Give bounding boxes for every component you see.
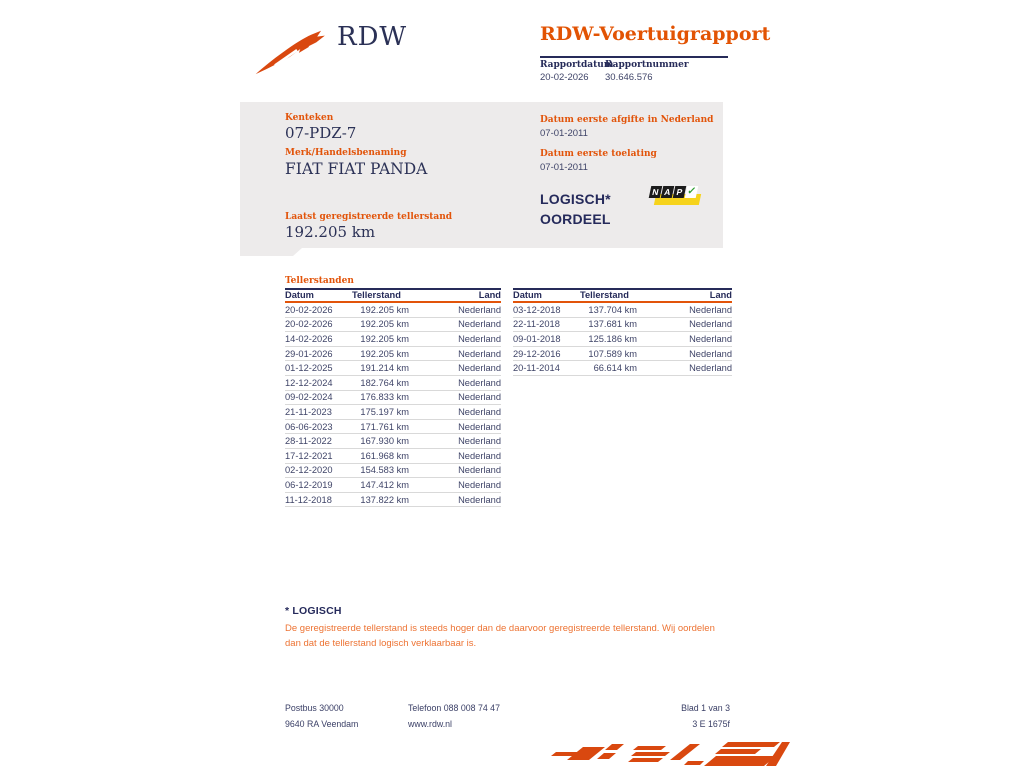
column-header-land: Land <box>709 290 732 300</box>
table-cell: Nederland <box>458 348 501 359</box>
table-row <box>285 361 501 376</box>
table-row <box>285 449 501 464</box>
table-cell: Nederland <box>458 421 501 432</box>
table-cell: Nederland <box>458 494 501 505</box>
table-row <box>285 376 501 391</box>
footer-page-info <box>681 701 730 733</box>
table-cell: 154.583 km <box>360 465 409 476</box>
kenteken-value: 07-PDZ-7 <box>285 124 357 142</box>
rdw-logo-text: RDW <box>337 22 408 52</box>
table-body <box>285 303 501 507</box>
table-cell: 12-12-2024 <box>285 377 333 388</box>
table-cell: 09-02-2024 <box>285 392 333 403</box>
table-cell: 147.412 km <box>360 479 409 490</box>
page-footer <box>285 701 730 733</box>
table-cell: 03-12-2018 <box>513 304 561 315</box>
footer-address <box>285 701 408 733</box>
table-row <box>513 347 732 362</box>
table-cell: 01-12-2025 <box>285 363 333 374</box>
nap-letter-p: P <box>673 186 687 198</box>
merk-value: FIAT FIAT PANDA <box>285 160 428 178</box>
table-cell: Nederland <box>458 465 501 476</box>
footnote-text: De geregistreerde tellerstand is steeds hoger dan de daarvoor geregistreerde tellerstand. Wij oordelen dan dat de tellerstand logisch verklaarbaar is. <box>285 623 715 650</box>
footer-page-number: Blad 1 van 3 <box>681 703 730 713</box>
table-cell: 21-11-2023 <box>285 406 332 417</box>
table-cell: 20-11-2014 <box>513 363 560 374</box>
report-number-label: Rapportnummer <box>605 60 689 70</box>
table-cell: 107.589 km <box>588 348 637 359</box>
table-row <box>513 361 732 376</box>
table-row <box>285 405 501 420</box>
table-cell: Nederland <box>458 304 501 315</box>
table-cell: 11-12-2018 <box>285 494 332 505</box>
table-row <box>285 318 501 333</box>
table-cell: Nederland <box>458 392 501 403</box>
table-cell: Nederland <box>458 436 501 447</box>
table-cell: Nederland <box>458 479 501 490</box>
table-cell: 20-02-2026 <box>285 319 333 330</box>
table-cell: Nederland <box>689 304 732 315</box>
report-date-value: 20-02-2026 <box>540 72 589 83</box>
toelating-value: 07-01-2011 <box>540 162 588 173</box>
table-header <box>285 288 501 303</box>
nap-letter-n: N <box>649 186 663 198</box>
table-cell: 137.681 km <box>588 319 637 330</box>
table-cell: 14-02-2026 <box>285 333 333 344</box>
afgifte-value: 07-01-2011 <box>540 128 588 139</box>
table-cell: 17-12-2021 <box>285 450 333 461</box>
report-number-value: 30.646.576 <box>605 72 653 83</box>
table-row <box>285 391 501 406</box>
oordeel-line1: LOGISCH* <box>540 191 611 207</box>
table-cell: 175.197 km <box>360 406 409 417</box>
header-divider <box>540 56 728 58</box>
footnote-title: * LOGISCH <box>285 605 342 617</box>
toelating-label: Datum eerste toelating <box>540 149 657 159</box>
table-cell: 06-12-2019 <box>285 479 333 490</box>
table-row <box>513 303 732 318</box>
summary-box-tab <box>240 248 302 256</box>
table-cell: Nederland <box>689 348 732 359</box>
table-cell: 137.822 km <box>360 494 409 505</box>
table-cell: 29-01-2026 <box>285 348 333 359</box>
tellerstanden-section-title: Tellerstanden <box>285 276 354 286</box>
table-cell: 161.968 km <box>360 450 409 461</box>
column-header-datum: Datum <box>285 290 314 300</box>
footer-form-code: 3 E 1675f <box>692 718 730 729</box>
table-cell: 192.205 km <box>360 333 409 344</box>
table-row <box>513 332 732 347</box>
kenteken-label: Kenteken <box>285 113 334 123</box>
table-cell: Nederland <box>458 333 501 344</box>
table-row <box>285 434 501 449</box>
table-body <box>513 303 732 376</box>
table-cell: 137.704 km <box>588 304 637 315</box>
tellerstand-label: Laatst geregistreerde tellerstand <box>285 212 453 222</box>
tellerstand-value: 192.205 km <box>285 223 376 241</box>
table-cell: 182.764 km <box>360 377 409 388</box>
column-header-land: Land <box>478 290 501 300</box>
table-cell: 28-11-2022 <box>285 436 332 447</box>
report-meta-values <box>540 72 653 83</box>
table-cell: 171.761 km <box>360 421 409 432</box>
table-cell: Nederland <box>458 363 501 374</box>
table-cell: Nederland <box>689 363 732 374</box>
report-date-label: Rapportdatum <box>540 60 614 70</box>
column-header-tellerstand: Tellerstand <box>352 290 401 300</box>
table-cell: Nederland <box>458 450 501 461</box>
table-row <box>285 332 501 347</box>
nap-letter-a: A <box>661 186 675 198</box>
table-cell: 125.186 km <box>588 333 637 344</box>
table-cell: 167.930 km <box>360 436 409 447</box>
table-cell: 176.833 km <box>360 392 409 403</box>
table-cell: 22-11-2018 <box>513 319 560 330</box>
tellerstand-table-left <box>285 288 501 507</box>
merk-label: Merk/Handelsbenaming <box>285 148 407 158</box>
oordeel-badge <box>540 190 611 229</box>
table-cell: 191.214 km <box>360 363 409 374</box>
report-meta-labels <box>540 60 689 70</box>
footer-website: www.rdw.nl <box>408 718 452 729</box>
table-cell: Nederland <box>689 319 732 330</box>
document-title: RDW-Voertuigrapport <box>540 23 771 45</box>
table-row <box>285 420 501 435</box>
table-row <box>513 318 732 333</box>
table-cell: 66.614 km <box>593 363 637 374</box>
table-cell: 192.205 km <box>360 348 409 359</box>
tellerstand-table-right <box>513 288 732 376</box>
footer-postbus: Postbus 30000 <box>285 703 344 713</box>
oordeel-line2: OORDEEL <box>540 210 611 227</box>
footer-contact <box>408 701 681 733</box>
rdw-wing-graphic-icon <box>538 740 790 768</box>
footer-city: 9640 RA Veendam <box>285 718 359 729</box>
table-cell: 09-01-2018 <box>513 333 561 344</box>
table-row <box>285 464 501 479</box>
table-row <box>285 493 501 508</box>
afgifte-label: Datum eerste afgifte in Nederland <box>540 115 714 125</box>
footer-phone: Telefoon 088 008 74 47 <box>408 703 500 713</box>
table-cell: Nederland <box>458 406 501 417</box>
table-cell: 20-02-2026 <box>285 304 333 315</box>
table-cell: Nederland <box>458 319 501 330</box>
table-row <box>285 478 501 493</box>
nap-logo-icon <box>648 186 700 208</box>
table-cell: 06-06-2023 <box>285 421 333 432</box>
table-cell: 29-12-2016 <box>513 348 561 359</box>
table-row <box>285 303 501 318</box>
table-header <box>513 288 732 303</box>
table-cell: 192.205 km <box>360 304 409 315</box>
column-header-tellerstand: Tellerstand <box>580 290 629 300</box>
table-cell: Nederland <box>458 377 501 388</box>
nap-checkmark-icon: ✓ <box>686 186 697 197</box>
column-header-datum: Datum <box>513 290 542 300</box>
table-cell: 02-12-2020 <box>285 465 333 476</box>
table-cell: 192.205 km <box>360 319 409 330</box>
table-cell: Nederland <box>689 333 732 344</box>
table-row <box>285 347 501 362</box>
